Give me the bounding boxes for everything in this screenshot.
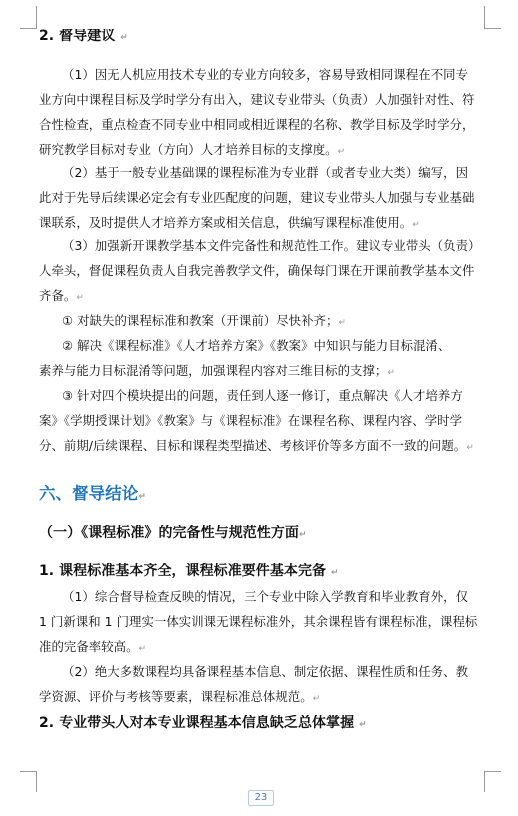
paragraph-line: （2）基于一般专业基础课的课程标准为专业群（或者专业大类）编写，因 [62, 166, 469, 180]
paragraph-line: 人牵头，督促课程负责人自我完善教学文件，确保每门课在开课前教学基本文件 [39, 264, 475, 278]
paragraph-mark-icon: ↵ [466, 443, 474, 453]
heading-text: 督导建议 [59, 29, 116, 44]
heading-number: 2. [39, 715, 55, 731]
subsection-heading-standard-completeness: （一）《课程标准》的完备性与规范性方面↵ [39, 525, 307, 541]
section-heading-supervision-advice [39, 29, 489, 45]
crop-mark-bottom-right [484, 771, 501, 792]
list-item: ③ 针对四个模块提出的问题，责任到人逐一修订，重点解决《人才培养方 [62, 389, 463, 403]
paragraph-line: 分、前期/后续课程、目标和课程类型描述、考核评价等多方面不一致的问题。↵ [39, 439, 474, 453]
paragraph-mark-icon: ↵ [138, 644, 147, 654]
paragraph-line: 合性检查，重点检查不同专业中相同或相近课程的名称、教学目标及学时学分， [39, 118, 475, 132]
page-number: 23 [248, 790, 274, 806]
paragraph-line: 学资源、评价与考核等要素，课程标准总体规范。↵ [39, 690, 321, 704]
paragraph-line: 此对于先导后续课必定会有专业匹配度的问题，建议专业带头人加强与专业基础 [39, 191, 475, 205]
paragraph-line: 业方向中课程目标及学时学分有出入，建议专业带头（负责）人加强针对性、符 [39, 93, 475, 107]
paragraph-line: 素养与能力目标混淆等问题，加强课程内容对三维目标的支撑；↵ [39, 364, 395, 378]
heading-number: 2. [39, 29, 55, 44]
paragraph-mark-icon: ↵ [120, 33, 128, 43]
crop-mark-top-right [484, 6, 501, 29]
paragraph-line: 课联系，及时提供人才培养方案或相关信息，供编写课程标准使用。↵ [39, 216, 420, 230]
chapter-heading-conclusion: 六、督导结论↵ [39, 484, 146, 503]
heading-text: 专业带头人对本专业课程基本信息缺乏总体掌握 [59, 715, 355, 731]
section-heading-lack-overall-grasp [39, 715, 489, 733]
paragraph-line: （3）加强新开课教学基本文件完备性和规范性工作。建议专业带头（负责） [62, 239, 481, 253]
paragraph-mark-icon: ↵ [337, 147, 346, 157]
paragraph-line: 研究教学目标对专业（方向）人才培养目标的支撑度。↵ [39, 143, 346, 157]
paragraph-line: 齐备。↵ [39, 289, 84, 303]
paragraph-mark-icon: ↵ [359, 720, 367, 730]
paragraph-mark-icon: ↵ [138, 492, 146, 502]
paragraph-line: 1 门新课和 1 门理实一体实训课无课程标准外，其余课程皆有课程标准，课程标 [39, 615, 478, 629]
list-item: ① 对缺失的课程标准和教案（开课前）尽快补齐；↵ [62, 314, 346, 328]
paragraph-mark-icon: ↵ [338, 318, 346, 328]
paragraph-mark-icon: ↵ [331, 568, 339, 578]
paragraph-line: （1）综合督导检查反映的情况，三个专业中除入学教育和毕业教育外，仅 [62, 590, 469, 604]
heading-number: 1. [39, 563, 55, 579]
paragraph-line: 准的完备率较高。↵ [39, 640, 147, 654]
paragraph-line: （1）因无人机应用技术专业的专业方向较多，容易导致相同课程在不同专 [62, 68, 469, 82]
paragraph-mark-icon: ↵ [76, 293, 84, 303]
paragraph-mark-icon: ↵ [298, 530, 307, 540]
paragraph-line: 案》《学期授课计划》《教案》与《课程标准》在课程名称、课程内容、学时学 [39, 414, 463, 428]
crop-mark-top-left [20, 6, 37, 29]
list-item: ② 解决《课程标准》《人才培养方案》《教案》中知识与能力目标混淆、 [62, 339, 451, 353]
heading-text: 课程标准基本齐全，课程标准要件基本完备 [59, 563, 327, 579]
paragraph-line: （2）绝大多数课程均具备课程基本信息、制定依据、课程性质和任务、教 [62, 665, 469, 679]
paragraph-mark-icon: ↵ [412, 220, 420, 230]
paragraph-mark-icon: ↵ [387, 368, 395, 378]
paragraph-mark-icon: ↵ [312, 694, 321, 704]
crop-mark-bottom-left [20, 771, 37, 792]
section-heading-standards-complete [39, 563, 489, 581]
